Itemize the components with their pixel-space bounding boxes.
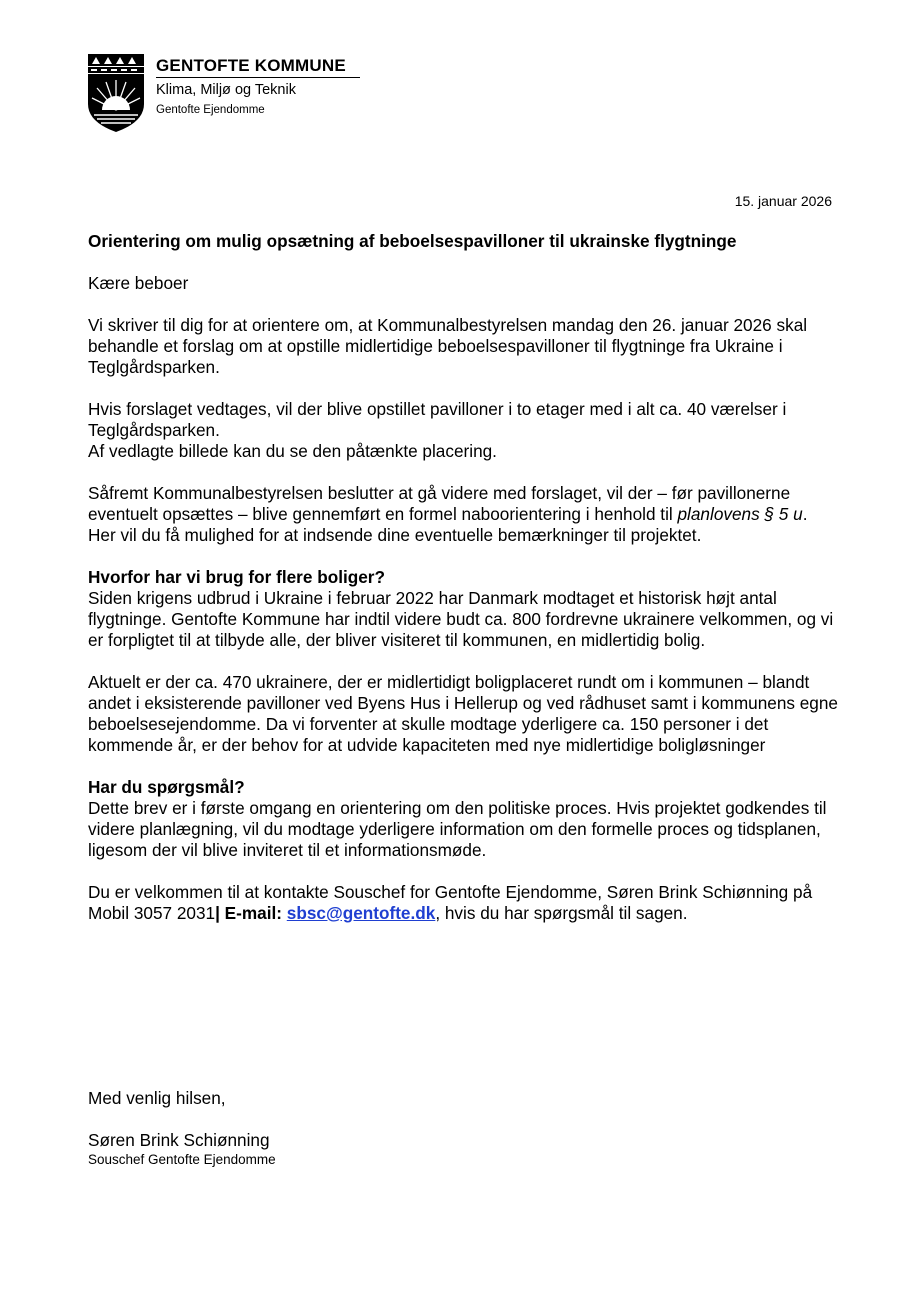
signer-title: Souschef Gentofte Ejendomme bbox=[88, 1152, 276, 1167]
text-run: Du er velkommen til at kontakte Souschef for Gentofte Ejendomme, Søren Brink Schiønning på Mobil 3057 2031 bbox=[88, 882, 813, 923]
department-name: Klima, Miljø og Teknik bbox=[156, 82, 296, 98]
org-name: GENTOFTE KOMMUNE bbox=[156, 56, 346, 75]
letter-date: 15. januar 2026 bbox=[734, 193, 832, 209]
text-run: Såfremt Kommunalbestyrelsen beslutter at gå videre med forslaget, vil der – før pavillonerne eventuelt opsættes – blive gennemført en formel naboorientering i henhold til bbox=[88, 483, 791, 524]
paragraph-contact bbox=[88, 882, 838, 924]
paragraph-proposal: Hvis forslaget vedtages, vil der blive opstillet pavilloner i to etager med i alt ca. 40 værelser i Teglgårdsparken. bbox=[88, 399, 787, 440]
section-heading-questions: Har du spørgsmål? bbox=[88, 777, 245, 797]
letter-subject: Orientering om mulig opsætning af beboelsespavilloner til ukrainske flygtninge bbox=[88, 231, 737, 251]
paragraph-process: Dette brev er i første omgang en orientering om den politiske proces. Hvis projektet godkendes til videre planlægning, vil du modtage yderligere information om den formelle proces og tidsplanen, ligesom der vil blive inviteret til et informationsmøde. bbox=[88, 798, 827, 860]
law-reference: planlovens § 5 u bbox=[677, 504, 803, 524]
paragraph-background: Siden krigens udbrud i Ukraine i februar 2022 har Danmark modtaget et historisk højt antal flygtninge. Gentofte Kommune har indtil videre budt ca. 800 fordrevne ukrainere velkommen, og vi er forpligtet til at tilbyde alle, der bliver visiteret til kommunen, en midlertidig bolig. bbox=[88, 588, 834, 650]
letter-body bbox=[88, 231, 838, 924]
closing-greeting: Med venlig hilsen, bbox=[88, 1088, 226, 1108]
header-divider bbox=[156, 77, 360, 78]
paragraph-placement: Af vedlagte billede kan du se den påtænkte placering. bbox=[88, 441, 497, 461]
paragraph-intro: Vi skriver til dig for at orientere om, at Kommunalbestyrelsen mandag den 26. januar 2026 skal behandle et forslag om at opstille midlertidige beboelsespavilloner til flygtninge fra Ukraine i Teglgårdsparken. bbox=[88, 315, 808, 377]
coat-of-arms-icon bbox=[86, 52, 146, 134]
paragraph-current-status: Aktuelt er der ca. 470 ukrainere, der er midlertidigt boligplaceret rundt om i kommunen – blandt andet i eksisterende pavilloner ved Byens Hus i Hellerup og ved rådhuset samt i kommunens egne beboelsesejendomme. Da vi forventer at skulle modtage yderligere ca. 150 personer i det kommende år, er der behov for at udvide kapaciteten med nye midlertidige boligløsninger bbox=[88, 672, 838, 755]
section-heading-why: Hvorfor har vi brug for flere boliger? bbox=[88, 567, 385, 587]
email-link[interactable]: sbsc@gentofte.dk bbox=[286, 903, 436, 923]
text-run: , hvis du har spørgsmål til sagen. bbox=[435, 903, 688, 923]
text-run: . Her vil du få mulighed for at indsende dine eventuelle bemærkninger til projektet. bbox=[88, 504, 808, 545]
salutation: Kære beboer bbox=[88, 273, 189, 293]
email-label: | E-mail: bbox=[215, 903, 282, 923]
paragraph-neighbour-orientation bbox=[88, 483, 838, 546]
unit-name: Gentofte Ejendomme bbox=[156, 104, 265, 116]
signer-name: Søren Brink Schiønning bbox=[88, 1130, 270, 1150]
